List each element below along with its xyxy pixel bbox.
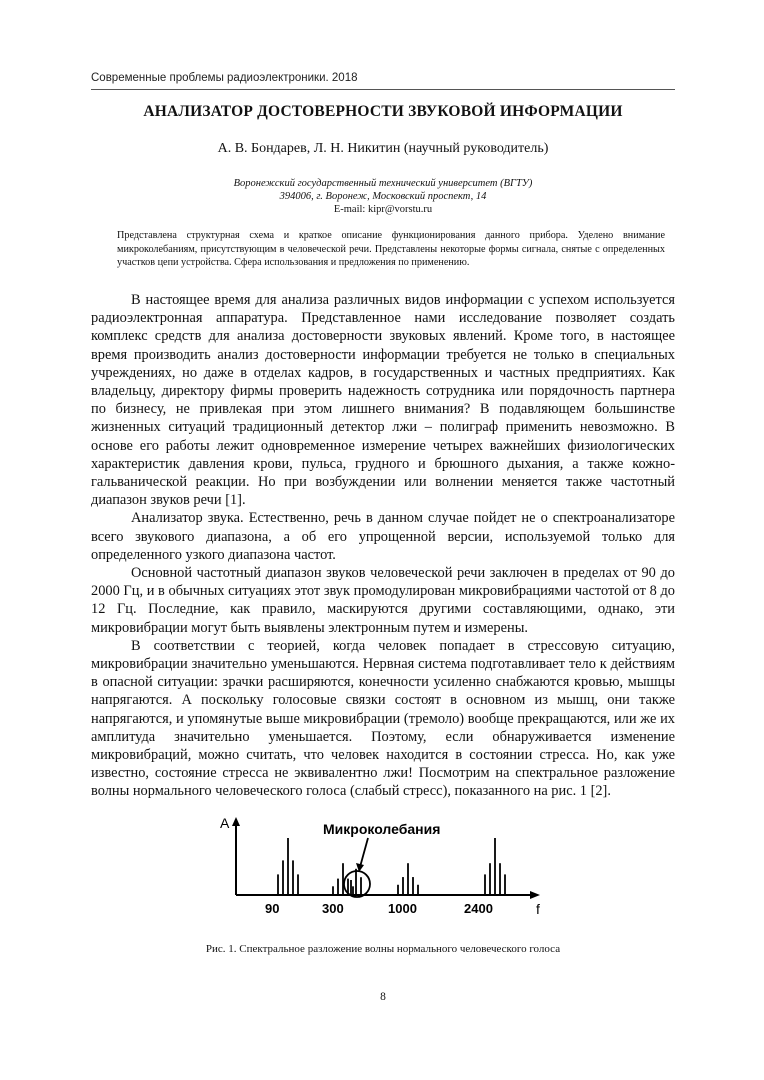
annotation-label: Микроколебания xyxy=(323,821,441,837)
page-number: 8 xyxy=(380,991,386,1003)
body-paragraph: В соответствии с теорией, когда человек попадает в стрессовую ситуацию, микровибрации значительно уменьшаются. Нервная система подготавливает тело к действиям в опасной ситуации: зрачки расширяются, конечности усиленно снабжаются кровью, мышцы напрягаются. А поскольку голосовые связки состоят в основном из мышц, они также напрягаются, и упомянутые выше микровибрации (тремоло) вообще прекращаются, или же их амплитуда значительно уменьшается. Поэтому, если обнаруживается изменение микровибраций, можно считать, что человек находится в состоянии стресса. Но, как уже известно, состояние стресса не эквивалентно лжи! Посмотрим на спектральное разложение волны нормального человеческого голоса (слабый стресс), показанного на рис. 1 [2]. xyxy=(91,637,675,800)
y-axis-arrow-icon xyxy=(232,817,240,826)
affiliation xyxy=(91,177,675,216)
x-tick-label: 90 xyxy=(265,901,280,916)
spectrum-lines xyxy=(278,838,505,894)
spectrum-chart xyxy=(218,812,558,926)
affiliation-address: 394006, г. Воронеж, Московский проспект, 14 xyxy=(279,191,487,202)
article-authors: А. В. Бондарев, Л. Н. Никитин (научный руководитель) xyxy=(217,141,549,156)
y-axis-label: A xyxy=(220,815,230,831)
abstract: Представлена структурная схема и краткое описание функционирования данного прибора. Уделено внимание микроколебаниям, присутствующим в человеческой речи. Представлены некоторые формы сигнала, снятые с определенных участков цепи устройства. Сфера использования и предложения по применению. xyxy=(117,230,665,268)
x-tick-label: 300 xyxy=(322,901,344,916)
body-paragraph: В настоящее время для анализа различных видов информации с успехом используется радиоэлектронная аппаратура. Представленное нами исследование позволяет создать комплекс средств для анализа достоверности звуковых явлений. Кроме того, в настоящее время производить анализ достоверности информации требуется не только в специальных учреждениях, но даже в отделах кадров, в государственных и частных предприятиях. Как владельцу, директору фирмы проверить надежность сотрудника или порядочность партнера по бизнесу, не привлекая при этом лишнего внимания? В подавляющем большинстве жизненных ситуаций традиционный детектор лжи – полиграф применить невозможно. В основе его работы лежит одновременное измерение четырех важнейших физиологических характеристик давления крови, пульса, грудного и брюшного дыхания, а также кожно-гальванической реакции. Но при возбуждении или волнении меняется также частотный диапазон звуков речи [1]. xyxy=(91,292,675,509)
affiliation-institution: Воронежский государственный технический университет (ВГТУ) xyxy=(233,178,533,189)
x-tick-label: 1000 xyxy=(388,901,417,916)
x-axis-arrow-icon xyxy=(530,891,540,899)
annotation-pointer xyxy=(360,838,368,867)
running-header: Современные проблемы радиоэлектроники. 2018 xyxy=(91,72,358,84)
x-tick-label: 2400 xyxy=(464,901,493,916)
x-axis-label: f xyxy=(536,901,540,917)
affiliation-email: E-mail: kipr@vorstu.ru xyxy=(333,204,433,215)
body-paragraph: Анализатор звука. Естественно, речь в данном случае пойдет не о спектроанализаторе всего звукового диапазона, а об его упрощенной версии, используемой только для определенного узкого диапазона частот. xyxy=(91,510,675,563)
header-divider xyxy=(91,89,675,90)
spectrum-figure xyxy=(218,812,558,926)
article-body xyxy=(91,291,675,801)
body-paragraph: Основной частотный диапазон звуков человеческой речи заключен в пределах от 90 до 2000 Гц, и в обычных ситуациях этот звук промодулирован микровибрациями частотой от 8 до 12 Гц. Последние, как правило, маскируются другими составляющими, однако, эти микровибрации могут быть выявлены электронным путем и измерены. xyxy=(91,565,675,636)
figure-caption: Рис. 1. Спектральное разложение волны нормального человеческого голоса xyxy=(205,943,561,955)
article-title: АНАЛИЗАТОР ДОСТОВЕРНОСТИ ЗВУКОВОЙ ИНФОРМАЦИИ xyxy=(143,103,623,120)
